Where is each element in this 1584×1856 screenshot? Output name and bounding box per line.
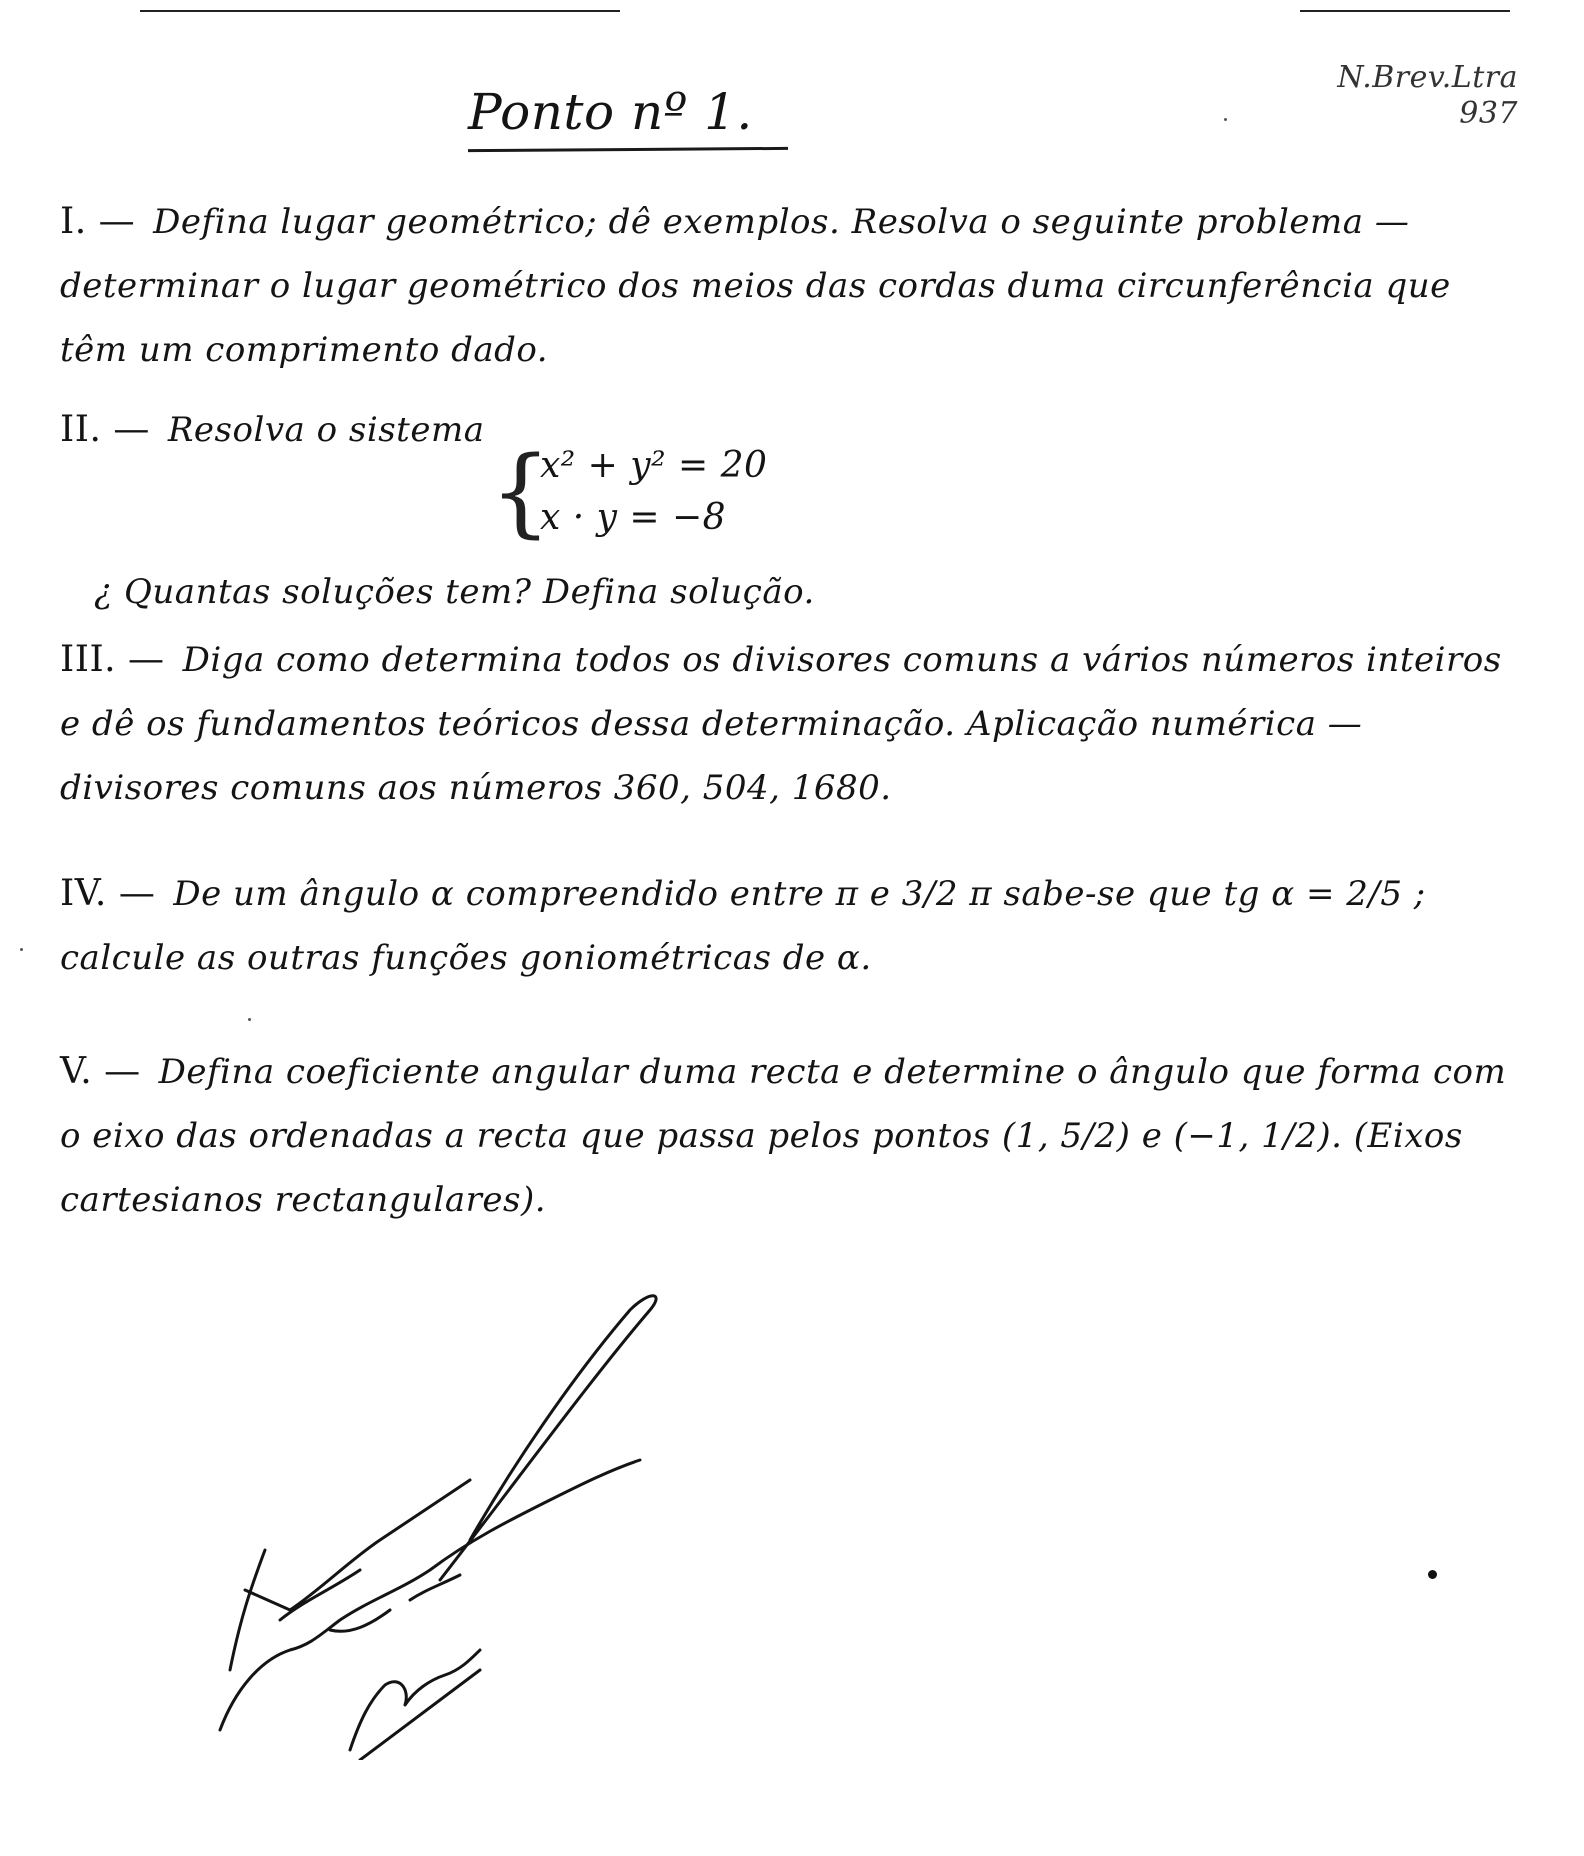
signature-3 <box>350 1650 480 1760</box>
equation-1: x² + y² = 20 <box>540 445 768 486</box>
question-5-text: Defina coeficiente angular duma recta e determine o ângulo que forma com o eixo das ordenadas a recta que passa pelos pontos (1, 5/2) e (−1, 1/2). (Eixos cartesianos rectangulares). <box>60 1052 1507 1220</box>
question-2 <box>60 398 1520 462</box>
equation-2: x · y = −8 <box>540 497 727 538</box>
system-brace: { <box>490 436 552 548</box>
question-2-text: Resolva o sistema <box>167 410 485 450</box>
corner-annotation-line2: 937 <box>1459 96 1518 131</box>
question-2-followup: ¿ Quantas soluções tem? Defina solução. <box>94 572 815 612</box>
equation-system <box>490 436 768 548</box>
question-3-text: Diga como determina todos os divisores comuns a vários números inteiros e dê os fundamentos teóricos dessa determinação. Aplicação numérica — divisores comuns aos números 360, 504, 1680. <box>60 640 1502 808</box>
signature-flourish <box>440 1296 656 1580</box>
question-1-text: Defina lugar geométrico; dê exemplos. Resolva o seguinte problema — determinar o lugar geométrico dos meios das cordas duma circunferência que têm um comprimento dado. <box>60 202 1451 370</box>
paper-speck <box>248 1018 251 1021</box>
corner-annotation-line1: N.Brev.Ltra <box>1337 60 1518 95</box>
question-4 <box>60 862 1520 990</box>
question-4-numeral: IV. — <box>60 873 156 914</box>
corner-annotation <box>1188 60 1518 132</box>
top-edge-rule <box>140 10 620 12</box>
signature-1 <box>230 1480 470 1670</box>
paper-speck <box>1224 118 1227 121</box>
signature-2 <box>220 1460 640 1730</box>
ink-dot <box>1428 1570 1437 1579</box>
question-4-text: De um ângulo α compreendido entre π e 3/2 π sabe-se que tg α = 2/5 ; calcule as outras funções goniométricas de α. <box>60 874 1426 978</box>
question-3-numeral: III. — <box>60 639 165 680</box>
top-edge-rule-right <box>1300 10 1510 12</box>
paper-speck <box>20 948 23 951</box>
title-underline <box>468 147 788 152</box>
question-1 <box>60 190 1520 382</box>
page-title: Ponto nº 1. <box>468 83 753 141</box>
question-2-numeral: II. — <box>60 409 150 450</box>
question-1-numeral: I. — <box>60 201 136 242</box>
signatures-block <box>210 1290 730 1760</box>
question-5-numeral: V. — <box>60 1051 141 1092</box>
question-3 <box>60 628 1520 820</box>
question-5 <box>60 1040 1520 1232</box>
